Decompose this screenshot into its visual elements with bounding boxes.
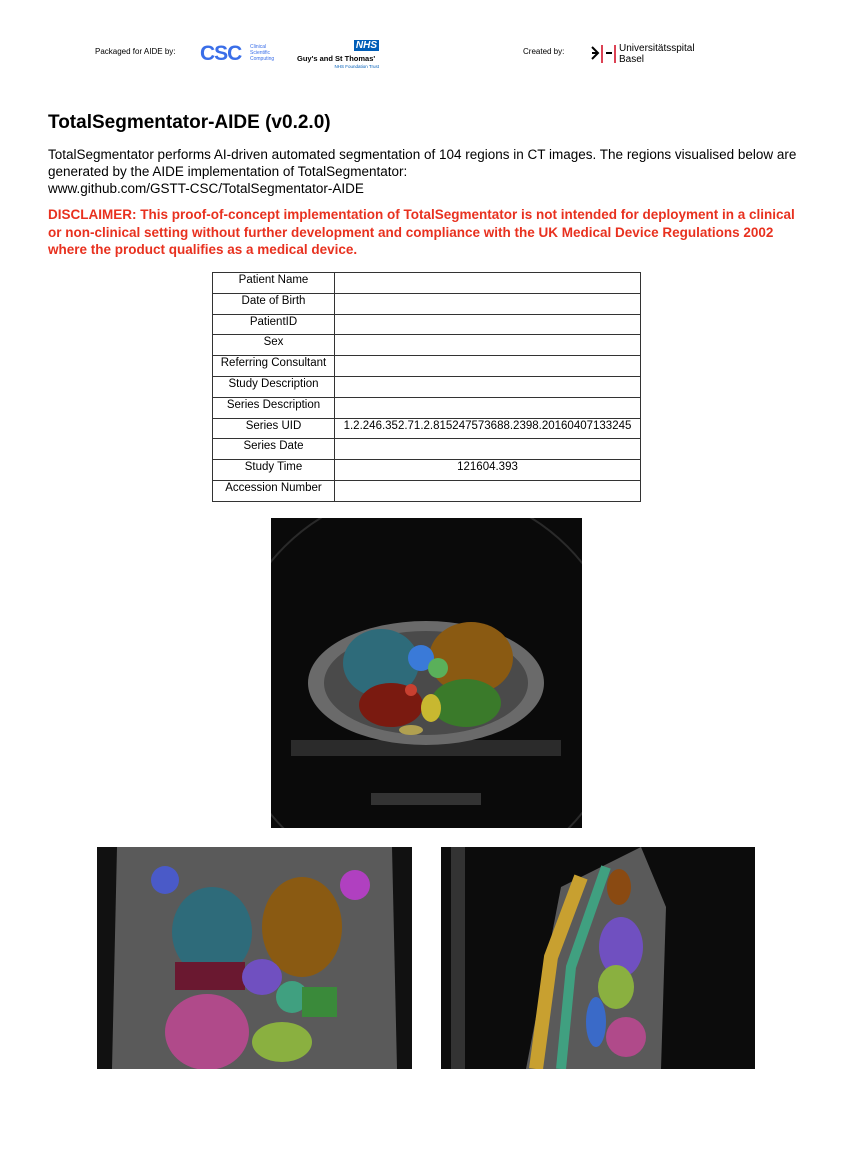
field-value <box>335 480 641 501</box>
intro-text: TotalSegmentator performs AI-driven automated segmentation of 104 regions in CT images. The regions visualised below are generated by the AIDE implementation of TotalSegmentator: www.github.com/GSTT-CSC/TotalSegmentator-AIDE <box>48 147 797 196</box>
table-row <box>213 293 641 314</box>
field-value <box>335 439 641 460</box>
nhs-logo: NHS Guy's and St Thomas' NHS Foundation Trust <box>297 40 379 69</box>
table-row <box>213 439 641 460</box>
table-row <box>213 480 641 501</box>
field-label: Sex <box>213 335 335 356</box>
table-row <box>213 273 641 294</box>
table-row <box>213 418 641 439</box>
field-label: Accession Number <box>213 480 335 501</box>
field-value: 1.2.246.352.71.2.815247573688.2398.20160407133245 <box>335 418 641 439</box>
created-label: Created by: <box>523 47 565 56</box>
table-row <box>213 460 641 481</box>
sagittal-ct-image <box>441 847 755 1069</box>
field-label: Study Description <box>213 376 335 397</box>
field-value <box>335 273 641 294</box>
report-page: Packaged for AIDE by: CSC Clinical Scientific Computing NHS Guy's and St Thomas' NHS Foundation Trust Created by: Universitätsspital Basel TotalSegmentator-AIDE (v0.2.0) TotalSegmentator performs AI-driven automated segmentation of 104 regions in CT images. The regions visualised below are generated by the AIDE implementation of TotalSegmentator: www.github.com/GSTT-CSC/TotalSegmentator-AIDE DISCLAIMER: This proof-of-concept implementation of TotalSegmentator is not intended for deployment in a clinical or non-clinical setting without further development and compliance with the UK Medical Device Regulations 2002 where the product qualifies as a medical device. Patient Name Date of Birth PatientID Sex Referring Consultant Study Description Series Description Series UID 1.2.246.352.71.2.815247573688.2398.20160407133245 Series Date Study Time 121604.393 Accession Number <box>0 0 852 1168</box>
field-label: PatientID <box>213 314 335 335</box>
axial-ct-image <box>271 518 582 828</box>
table-row <box>213 397 641 418</box>
github-link[interactable]: www.github.com/GSTT-CSC/TotalSegmentator-AIDE <box>48 181 364 196</box>
field-label: Date of Birth <box>213 293 335 314</box>
field-value <box>335 397 641 418</box>
field-value <box>335 314 641 335</box>
field-value <box>335 356 641 377</box>
page-title: TotalSegmentator-AIDE (v0.2.0) <box>48 112 331 133</box>
table-row <box>213 356 641 377</box>
field-label: Series Description <box>213 397 335 418</box>
table-row <box>213 314 641 335</box>
usb-emblem-icon <box>590 43 616 65</box>
field-label: Series Date <box>213 439 335 460</box>
packaged-label: Packaged for AIDE by: <box>95 47 176 56</box>
table-row <box>213 335 641 356</box>
field-label: Series UID <box>213 418 335 439</box>
field-value: 121604.393 <box>335 460 641 481</box>
field-value <box>335 293 641 314</box>
field-label: Referring Consultant <box>213 356 335 377</box>
field-value <box>335 335 641 356</box>
coronal-ct-image <box>97 847 412 1069</box>
csc-logo: CSC Clinical Scientific Computing <box>200 42 275 65</box>
patient-info-table <box>212 272 641 502</box>
disclaimer: DISCLAIMER: This proof-of-concept implementation of TotalSegmentator is not intended for deployment in a clinical or non-clinical setting without further development and compliance with the UK Medical Device Regulations 2002 where the product qualifies as a medical device. <box>48 207 795 257</box>
field-label: Patient Name <box>213 273 335 294</box>
table-row <box>213 376 641 397</box>
field-label: Study Time <box>213 460 335 481</box>
field-value <box>335 376 641 397</box>
